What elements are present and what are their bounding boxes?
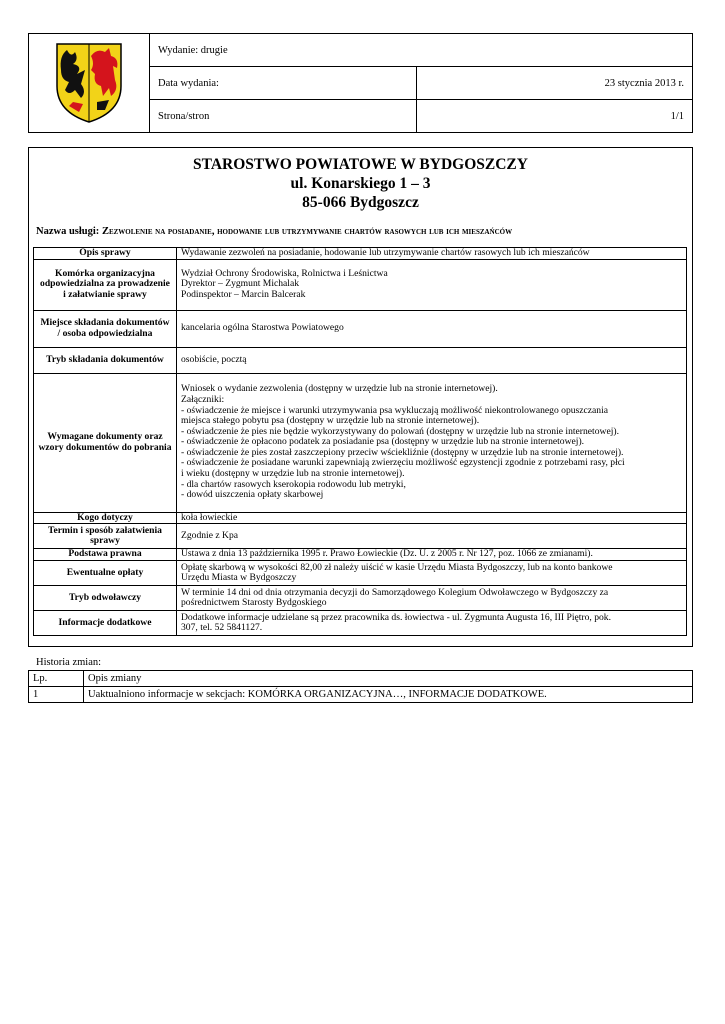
wymagane-line: - dla chartów rasowych kserokopia rodowodu lub metryki,	[181, 478, 406, 490]
wymagane-line: i wieku (dostępny w urzędzie lub na stronie internetowej).	[181, 468, 405, 480]
komorka-line: Podinspektor – Marcin Balcerak	[181, 288, 306, 300]
history-header-row	[29, 671, 693, 687]
document-header	[28, 33, 693, 133]
history-col-lp: Lp.	[29, 671, 84, 687]
row-label-odwolawczy: Tryb odwoławczy	[34, 586, 177, 611]
row-value-kogo: koła łowieckie	[177, 512, 687, 524]
komorka-line: Dyrektor – Zygmunt Michalak	[181, 278, 300, 290]
row-label-termin: Termin i sposób załatwienia sprawy	[34, 524, 177, 549]
wymagane-line: - oświadczenie że pies został zaszczepiony przeciw wściekliźnie (dostępny w urzędzie lub na stronie internetowej).	[181, 446, 624, 458]
komorka-line: Wydział Ochrony Środowiska, Rolnictwa i Leśnictwa	[181, 267, 388, 279]
wymagane-line: - dowód uiszczenia opłaty skarbowej	[181, 489, 324, 501]
wymagane-line: - oświadczenie że pies nie będzie wykorzystywany do polowań (dostępny w urzędzie lub na stronie internetowej).	[181, 425, 619, 437]
history-col-opis: Opis zmiany	[84, 671, 693, 687]
row-label-tryb-skladania: Tryb składania dokumentów	[34, 347, 177, 373]
row-label-opis: Opis sprawy	[34, 248, 177, 260]
row-label-miejsce: Miejsce składania dokumentów / osoba odpowiedzialna	[34, 310, 177, 347]
row-label-podstawa: Podstawa prawna	[34, 549, 177, 561]
row-value-komorka	[177, 259, 687, 310]
history-table	[28, 670, 693, 703]
wymagane-line: Wniosek o wydanie zezwolenia (dostępny w urzędzie lub na stronie internetowej).	[181, 383, 498, 395]
office-address	[29, 155, 692, 212]
row-value-wymagane	[177, 373, 687, 512]
row-value-miejsce: kancelaria ogólna Starostwa Powiatowego	[177, 310, 687, 347]
row-label-oplaty: Ewentualne opłaty	[34, 561, 177, 586]
date-value: 23 stycznia 2013 r.	[417, 67, 693, 100]
row-value-odwolawczy	[177, 586, 687, 611]
wymagane-line: miejsca stałego pobytu psa (dostępny w urzędzie lub na stronie internetowej).	[181, 415, 480, 427]
wymagane-line: - oświadczenie że miejsce i warunki utrzymywania psa wykluczają możliwość niekontrolowanego opuszczania	[181, 404, 609, 416]
wymagane-line: Załączniki:	[181, 393, 225, 405]
office-city: 85-066 Bydgoszcz	[302, 194, 419, 211]
row-label-kogo: Kogo dotyczy	[34, 512, 177, 524]
service-name-line	[36, 226, 512, 237]
page-label: Strona/stron	[150, 100, 417, 133]
wymagane-line: - oświadczenie że posiadane warunki zapewniają zwierzęciu możliwość egzystencji zgodnie z potrzebami rasy, płci	[181, 457, 625, 469]
history-title: Historia zmian:	[36, 657, 102, 668]
office-street: ul. Konarskiego 1 – 3	[290, 175, 431, 192]
office-name: STAROSTWO POWIATOWE W BYDGOSZCZY	[193, 156, 528, 173]
wymagane-line: - oświadczenie że opłacono podatek za posiadanie psa (dostępny w urzędzie lub na stronie internetowej).	[181, 436, 585, 448]
coat-of-arms-icon	[53, 40, 125, 124]
row-label-komorka: Komórka organizacyjna odpowiedzialna za prowadzenie i załatwianie sprawy	[34, 259, 177, 310]
row-value-tryb-skladania: osobiście, pocztą	[177, 347, 687, 373]
history-row-lp: 1	[29, 687, 84, 703]
service-details-table	[33, 247, 687, 636]
informacje-line: Dodatkowe informacje udzielane są przez pracownika ds. łowiectwa - ul. Zygmunta Augusta 16, III Piętro, pok.	[181, 611, 611, 623]
page-value: 1/1	[417, 100, 693, 133]
row-value-podstawa: Ustawa z dnia 13 października 1995 r. Prawo Łowieckie (Dz. U. z 2005 r. Nr 127, poz. 1066 ze zmianami).	[177, 549, 687, 561]
service-name: Zezwolenie na posiadanie, hodowanie lub utrzymywanie chartów rasowych lub ich mieszańców	[101, 226, 513, 237]
oplaty-line: Urzędu Miasta w Bydgoszczy	[181, 572, 297, 584]
service-label: Nazwa usługi:	[36, 226, 102, 237]
row-value-oplaty	[177, 561, 687, 586]
logo-cell	[29, 34, 150, 133]
service-card	[28, 147, 693, 647]
row-value-termin: Zgodnie z Kpa	[177, 524, 687, 549]
oplaty-line: Opłatę skarbową w wysokości 82,00 zł należy uiścić w kasie Urzędu Miasta Bydgoszczy, lub na konto bankowe	[181, 561, 613, 573]
history-row-opis: Uaktualniono informacje w sekcjach: KOMÓRKA ORGANIZACYJNA…, INFORMACJE DODATKOWE.	[84, 687, 693, 703]
informacje-line: 307, tel. 52 5841127.	[181, 622, 263, 634]
row-value-opis: Wydawanie zezwoleń na posiadanie, hodowanie lub utrzymywanie chartów rasowych lub ich mieszańców	[177, 248, 687, 260]
row-value-informacje	[177, 611, 687, 636]
edition: Wydanie: drugie	[150, 34, 693, 67]
date-label: Data wydania:	[150, 67, 417, 100]
table-row	[29, 687, 693, 703]
row-label-informacje: Informacje dodatkowe	[34, 611, 177, 636]
row-label-wymagane: Wymagane dokumenty oraz wzory dokumentów do pobrania	[34, 373, 177, 512]
odwolawczy-line: pośrednictwem Starosty Bydgoskiego	[181, 597, 327, 609]
odwolawczy-line: W terminie 14 dni od dnia otrzymania decyzji do Samorządowego Kolegium Odwoławczego w Bydgoszczy za	[181, 586, 609, 598]
